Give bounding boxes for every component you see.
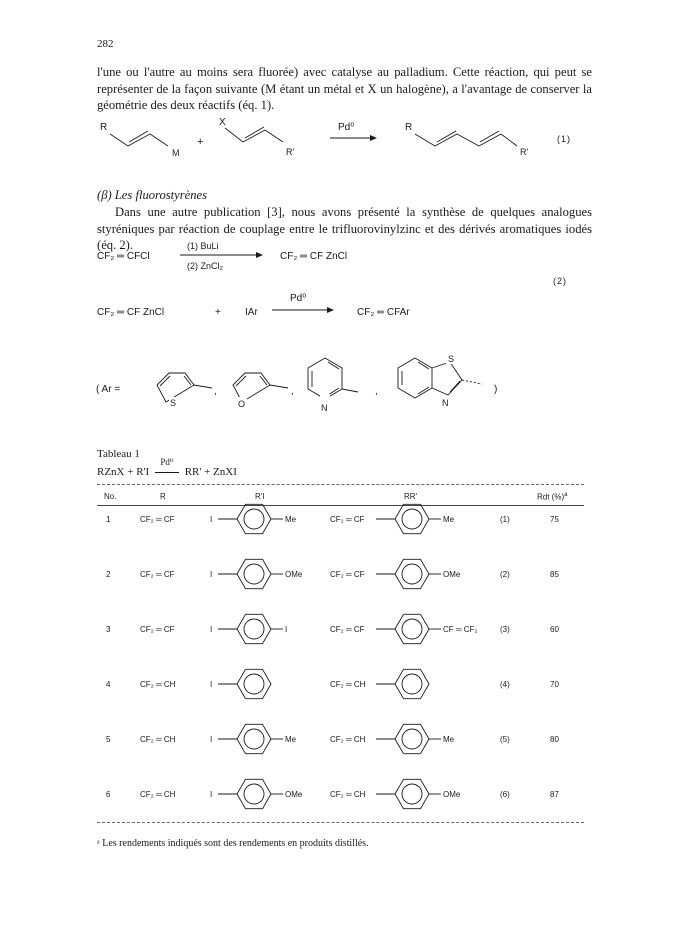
pyridine-n: N — [321, 403, 328, 413]
table-row-6-ri-structure-aromatic-circle — [244, 784, 264, 804]
furan-bond — [270, 385, 288, 388]
equation-1 — [90, 116, 600, 178]
table-row-3-ri-structure-substituent: I — [285, 625, 288, 634]
table-row-2-rr-structure-aromatic-circle — [402, 564, 422, 584]
header-no: No. — [104, 492, 117, 501]
benzothiazole-bond — [462, 380, 482, 384]
ar-close: ) — [494, 384, 498, 395]
table-caption: Tableau 1 — [97, 448, 140, 460]
pyridine-ring — [308, 358, 342, 399]
table-rule-bottom — [97, 822, 584, 823]
table-row-6-r: CF₂ ═ CH — [140, 790, 176, 799]
table-row-6-yield: 87 — [550, 790, 559, 799]
eq2-iar: IAr — [245, 307, 258, 318]
table-row-2-ri-structure-prefix: I — [210, 570, 213, 579]
benzothiazole-benzene-ring — [398, 358, 432, 398]
eq1-r-prime: R' — [286, 147, 295, 157]
section-heading: (β) Les fluorostyrènes — [97, 188, 208, 202]
ar-sep-2: , — [291, 386, 294, 397]
table-row-2-code: (2) — [500, 570, 510, 579]
footnote: ᵃ Les rendements indiqués sont des rendements en produits distillés. — [97, 838, 369, 849]
table-row-2-ri-structure-aromatic-circle — [244, 564, 264, 584]
ar-open: ( Ar = — [96, 384, 121, 395]
table-formula-right: RR' + ZnXI — [184, 466, 237, 478]
table-row-5-yield: 80 — [550, 735, 559, 744]
table-row-2-rr-structure-prefix: CF₂ ═ CF — [330, 570, 365, 579]
eq1-r-prime-product: R' — [520, 147, 529, 157]
table-row-3-ri-structure-aromatic-circle — [244, 619, 264, 639]
table-row-3-no: 3 — [106, 625, 111, 634]
furan-o: O — [238, 399, 246, 409]
eq1-m: M — [172, 148, 180, 158]
eq2-product2: CF₂ ═ CFAr — [357, 307, 410, 318]
table-row-3-rr-structure-aromatic-circle — [402, 619, 422, 639]
table-row-5-code: (5) — [500, 735, 510, 744]
table-row-4-r: CF₂ ═ CH — [140, 680, 176, 689]
table-row-5-no: 5 — [106, 735, 111, 744]
table-row-1-yield: 75 — [550, 515, 559, 524]
table-row-3-yield: 60 — [550, 625, 559, 634]
eq2-reactant2: CF₂ ═ CF ZnCl — [97, 307, 165, 318]
ar-sep-1: , — [214, 386, 217, 397]
eq1-plus: + — [197, 136, 204, 148]
table-row-1-rr-structure-aromatic-circle — [402, 509, 422, 529]
table-formula-left: RZnX + R'I — [97, 466, 150, 478]
eq2-arrowhead-2 — [327, 307, 334, 313]
table-formula — [97, 457, 237, 478]
table-row-5-rr-structure-aromatic-circle — [402, 729, 422, 749]
table-row-6-ri-structure-substituent: OMe — [285, 790, 303, 799]
table-row-4-no: 4 — [106, 680, 111, 689]
table-rule-top — [97, 484, 584, 485]
table-row-4-rr-structure — [330, 664, 480, 704]
eq2-product1: CF₂ ═ CF ZnCl — [280, 251, 348, 262]
table-row-6-rr-structure-aromatic-circle — [402, 784, 422, 804]
ar-definition — [90, 350, 600, 430]
header-rdt-text: Rdt (%) — [537, 492, 565, 502]
page-number: 282 — [97, 38, 114, 50]
eq2-reactant: CF₂ ═ CFCl — [97, 251, 150, 262]
table-row-1-rr-structure-substituent: Me — [443, 515, 455, 524]
header-rdt-note: a — [564, 492, 568, 498]
table-row-1-ri-structure-prefix: I — [210, 515, 213, 524]
table-row-4-rr-structure-prefix: CF₂ ═ CH — [330, 680, 366, 689]
table-row-5-ri-structure-aromatic-circle — [244, 729, 264, 749]
eq1-r-left: R — [100, 122, 108, 133]
table-row-1-rr-structure-prefix: CF₂ ═ CF — [330, 515, 365, 524]
table-row-5-rr-structure-substituent: Me — [443, 735, 455, 744]
table-row-5-r: CF₂ ═ CH — [140, 735, 176, 744]
table-row-3-rr-structure — [330, 609, 480, 649]
table-row-6-code: (6) — [500, 790, 510, 799]
table-row-2-yield: 85 — [550, 570, 559, 579]
eq2-catalyst: Pd⁰ — [290, 293, 307, 304]
benzothiazole-double-bond-4 — [450, 381, 460, 392]
benzothiazole-thiazole-ring — [432, 362, 462, 395]
table-row-6-rr-structure — [330, 774, 480, 814]
table-row-1-ri-structure-aromatic-circle — [244, 509, 264, 529]
table-row-2-r: CF₂ ═ CF — [140, 570, 175, 579]
eq1-r-product: R — [405, 122, 413, 133]
table-row-4-ri-structure-prefix: I — [210, 680, 213, 689]
ar-sep-3: , — [375, 386, 378, 397]
table-formula-arrow — [154, 457, 180, 478]
table-row-6-rr-structure-prefix: CF₂ ═ CH — [330, 790, 366, 799]
thiophene-bond — [194, 385, 212, 388]
table-row-5-rr-structure-prefix: CF₂ ═ CH — [330, 735, 366, 744]
table-row-1-rr-structure — [330, 499, 480, 539]
equation-2 — [90, 238, 600, 328]
table-row-4-yield: 70 — [550, 680, 559, 689]
table-row-3-r: CF₂ ═ CF — [140, 625, 175, 634]
eq1-x: X — [219, 117, 226, 128]
table-row-4-rr-structure-aromatic-circle — [402, 674, 422, 694]
eq1-catalyst: Pd⁰ — [338, 122, 355, 133]
table-row-1-ri-structure-substituent: Me — [285, 515, 297, 524]
table-row-6-rr-structure-substituent: OMe — [443, 790, 461, 799]
table-row-5-rr-structure — [330, 719, 480, 759]
table-row-5-ri-structure-prefix: I — [210, 735, 213, 744]
section-text: Dans une autre publication [3], nous avons présenté la synthèse de quelques analogues styréniques par réaction de couplage entre le trifluorovinylzinc et des dérivés aromatiques iodés (éq. 2). — [97, 205, 592, 252]
table-row-6-ri-structure-prefix: I — [210, 790, 213, 799]
table-row-3-rr-structure-substituent: CF ═ CF₂ — [443, 625, 478, 634]
table-row-1-no: 1 — [106, 515, 111, 524]
table-row-3-rr-structure-prefix: CF₂ ═ CF — [330, 625, 365, 634]
table-row-2-no: 2 — [106, 570, 111, 579]
pyridine-bond — [342, 389, 358, 392]
thiophene-s: S — [170, 398, 177, 408]
eq2-step2: (2) ZnCl₂ — [187, 261, 223, 271]
header-rdt — [537, 492, 567, 502]
table-row-2-rr-structure — [330, 554, 480, 594]
thiophene-double-bond-2 — [184, 376, 191, 385]
benzothiazole-n: N — [442, 398, 449, 408]
table-row-2-rr-structure-substituent: OMe — [443, 570, 461, 579]
eq1-product-chain — [415, 134, 517, 146]
table-row-1-code: (1) — [500, 515, 510, 524]
benzothiazole-s: S — [448, 354, 455, 364]
furan-double-bond-2 — [260, 376, 267, 385]
table-row-6-no: 6 — [106, 790, 111, 799]
table-row-3-ri-structure-prefix: I — [210, 625, 213, 634]
eq1-reactant-b-chain — [225, 128, 283, 142]
header-r: R — [160, 492, 166, 501]
eq2-plus: + — [215, 307, 221, 318]
header-ri: R'I — [255, 492, 265, 501]
intro-text: l'une ou l'autre au moins sera fluorée) avec catalyse au palladium. Cette réaction, qui peut se représenter de la façon suivante (M étant un métal et X un halogène), a l'avantage de conserver la géométrie des deux réactifs (éq. 1). — [97, 65, 592, 112]
table-row-4-ri-structure-aromatic-circle — [244, 674, 264, 694]
table-row-5-ri-structure-substituent: Me — [285, 735, 297, 744]
eq1-label: (1) — [557, 134, 571, 144]
eq1-arrowhead — [370, 135, 377, 141]
table-formula-catalyst: Pd⁰ — [160, 457, 174, 467]
eq2-step1: (1) BuLi — [187, 241, 219, 251]
table-row-3-code: (3) — [500, 625, 510, 634]
table-row-2-ri-structure-substituent: OMe — [285, 570, 303, 579]
eq2-arrowhead-1 — [256, 252, 263, 258]
intro-paragraph — [97, 64, 592, 114]
table-row-1-r: CF₂ ═ CF — [140, 515, 175, 524]
eq2-label: (2) — [553, 276, 567, 286]
header-rr: RR' — [404, 492, 418, 501]
table-row-4-code: (4) — [500, 680, 510, 689]
